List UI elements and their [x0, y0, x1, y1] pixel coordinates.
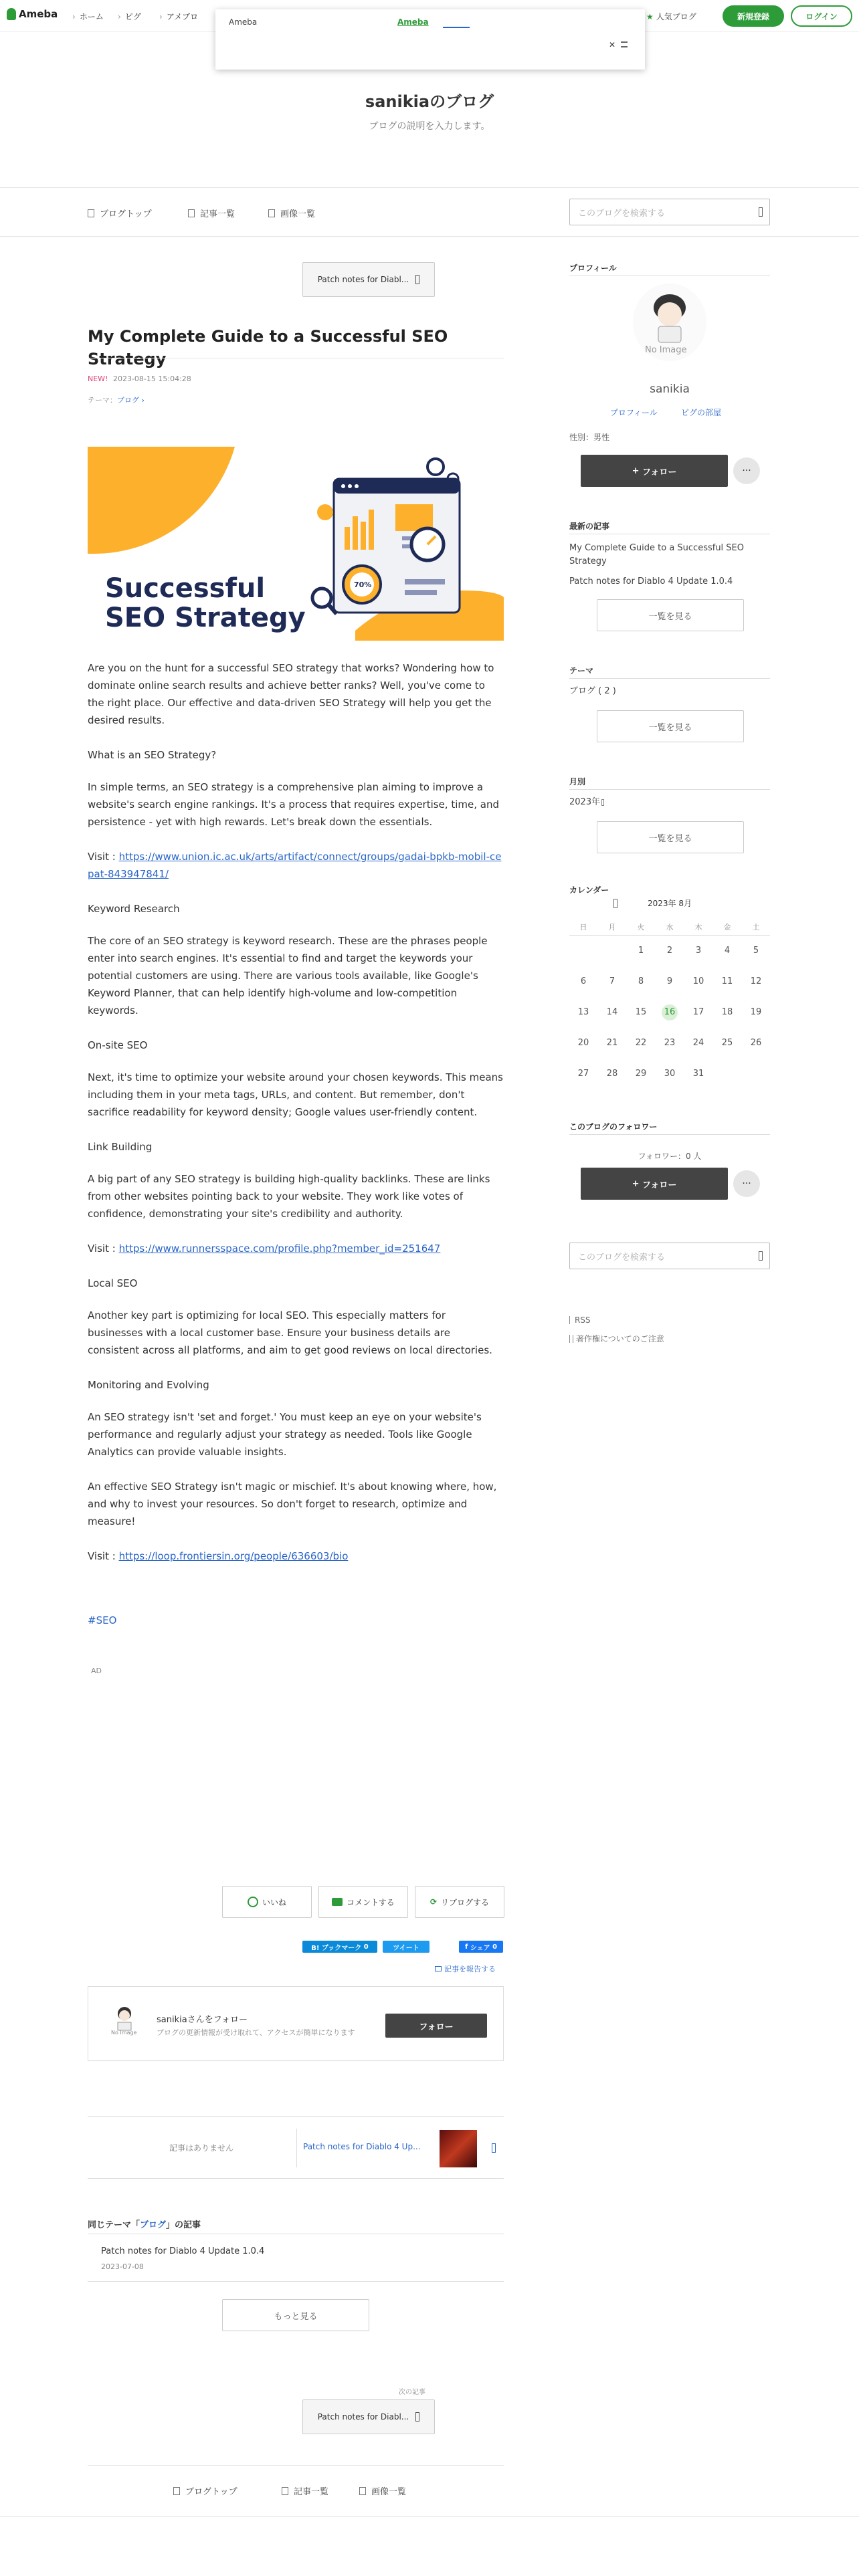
close-icon[interactable]: ✕ [609, 40, 616, 49]
profile-name[interactable]: sanikia [650, 383, 690, 396]
paragraph-what: In simple terms, an SEO strategy is a comprehensive plan aiming to improve a website's search engine rankings. It's a process that requires expertise, time, and persistence - yet with high rewards. Let's break down the essentials. [88, 781, 499, 828]
hero-text-line2: SEO Strategy [105, 603, 306, 633]
footer-nav-entry-list[interactable] [282, 2484, 328, 2497]
pager-next-thumbnail[interactable] [440, 2130, 477, 2167]
calendar-day: 31 [692, 1069, 704, 1079]
month-see-all-button[interactable]: 一覧を見る [597, 821, 744, 853]
visit-label: Visit : [88, 851, 119, 863]
calendar-day: 17 [692, 1007, 704, 1017]
hero-text-line1: Successful [105, 573, 266, 604]
calendar-day: 14 [606, 1007, 618, 1017]
like-button[interactable] [222, 1886, 312, 1918]
theme-see-all-button[interactable]: 一覧を見る [597, 710, 744, 742]
blog-nav-bar [0, 187, 859, 237]
same-theme-post: 」の記事 [166, 2220, 201, 2230]
signup-button[interactable]: 新規登録 [723, 5, 784, 27]
pig-room-link[interactable]: ピグの部屋 [681, 408, 722, 417]
paragraph-local: Another key part is optimizing for local SEO. This especially matters for businesses with a local customer base. Ensure your business details are consistent across all platforms, and aim to get good reviews on local directories. [88, 1309, 492, 1356]
theme-link[interactable]: ブログ [117, 396, 139, 405]
search-icon[interactable] [759, 1251, 763, 1261]
like-label: いいね [262, 1897, 286, 1907]
nav-image-list[interactable] [268, 207, 315, 219]
calendar-day: 30 [664, 1069, 676, 1079]
report-label: 記事を報告する [444, 1965, 496, 1973]
footer-nav-entry-list-label: 記事一覧 [294, 2487, 329, 2497]
sidebar-divider [569, 1134, 770, 1135]
smile-icon [248, 1897, 258, 1907]
dropdown-underline [443, 27, 470, 28]
image-list-icon [359, 2487, 366, 2495]
blog-top-icon [88, 209, 94, 217]
rss-link[interactable] [569, 1313, 591, 1327]
footer-nav-blog-top[interactable] [173, 2484, 237, 2497]
sidebar-divider [569, 789, 770, 790]
calendar-weekday: 日 [579, 923, 587, 932]
more-dots-icon: ··· [742, 465, 751, 476]
month-item-label: 2023年 [569, 797, 601, 807]
followers-more-options-button[interactable] [733, 1170, 760, 1197]
sidebar-search-input[interactable] [569, 1243, 770, 1269]
nav-entry-list[interactable] [188, 207, 235, 219]
visit-label: Visit : [88, 1243, 119, 1255]
hero-gauge-label: 70% [354, 580, 372, 589]
calendar-day: 20 [577, 1038, 589, 1048]
calendar-day: 4 [724, 946, 731, 956]
paragraph-onsite: Next, it's time to optimize your website around your chosen keywords. This means including them in your meta tags, URLs, and content. But remember, don't sacrifice readability for keyword density; Google values user-friendly content. [88, 1071, 503, 1118]
recent-entry-1[interactable]: My Complete Guide to a Successful SEO Strategy [569, 543, 745, 566]
sidebar-calendar-heading: カレンダー [569, 885, 609, 895]
plus-icon: + [632, 1178, 640, 1189]
report-entry-link[interactable] [435, 1963, 496, 1974]
entry-theme [88, 395, 145, 405]
dropdown-ameba-link[interactable]: Ameba [397, 17, 429, 27]
sidebar-follow-label: フォロー [642, 467, 677, 477]
comment-button[interactable] [318, 1886, 408, 1918]
calendar-day: 26 [750, 1038, 762, 1048]
tweet-button[interactable] [383, 1941, 430, 1953]
follow-box-button[interactable]: フォロー [385, 2014, 487, 2038]
document-icon [569, 1335, 573, 1343]
bookmark-count: 0 [363, 1943, 369, 1951]
header-dropdown-panel [215, 9, 645, 70]
calendar-weekday: 火 [637, 923, 645, 932]
paragraph-heading-what: What is an SEO Strategy? [88, 749, 217, 761]
calendar-weekday: 木 [694, 923, 702, 932]
calendar-day: 12 [750, 976, 762, 986]
link-union-artifact[interactable]: https://www.union.ic.ac.uk/arts/artifact/connect/groups/gadai-bpkb-mobil-cepat-843947841/ [88, 851, 502, 880]
calendar-day: 5 [753, 946, 759, 956]
chevron-right-icon[interactable] [492, 2143, 496, 2153]
blog-title[interactable]: sanikiaのブログ [365, 92, 494, 111]
follower-count: フォロワー：0 人 [638, 1152, 702, 1161]
paragraph-conclusion: An effective SEO Strategy isn't magic or mischief. It's about knowing where, how, and why to invest your resources. So don't forget to research, optimize and measure! [88, 1481, 497, 1527]
sidebar-profile-heading: プロフィール [569, 263, 617, 273]
calendar-weekday: 金 [723, 923, 731, 932]
entry-meta [88, 374, 191, 383]
nav-entry-list-label: 記事一覧 [200, 209, 235, 219]
entry-list-icon [282, 2487, 288, 2495]
ad-label: AD [91, 1667, 102, 1675]
ameba-logo-text: Ameba [19, 8, 58, 20]
calendar-day: 3 [695, 946, 702, 956]
reblog-label: リブログする [441, 1897, 490, 1907]
footer-nav-image-list-label: 画像一覧 [371, 2487, 407, 2497]
recent-entry-2[interactable]: Patch notes for Diablo 4 Update 1.0.4 [569, 576, 733, 586]
calendar-day: 24 [692, 1038, 704, 1048]
star-icon: ★ [646, 11, 654, 21]
pager-divider [296, 2129, 297, 2167]
rss-icon [569, 1316, 572, 1324]
footer-nav-blog-top-label: ブログトップ [185, 2487, 237, 2497]
search-icon[interactable] [759, 207, 763, 217]
login-button[interactable]: ログイン [791, 5, 852, 27]
calendar-day: 22 [635, 1038, 647, 1048]
topnav-pigg[interactable]: › ピグ [118, 11, 141, 22]
theme-item-blog[interactable]: ブログ ( 2 ) [569, 686, 616, 696]
month-item-2023[interactable] [569, 796, 604, 809]
rss-label: RSS [575, 1315, 591, 1325]
next-entry-button[interactable] [302, 2399, 435, 2434]
menu-icon[interactable] [621, 41, 628, 47]
calendar-weekday: 水 [666, 923, 674, 932]
copyright-label: 著作権についてのご注意 [576, 1334, 664, 1344]
follow-avatar [111, 2004, 138, 2036]
link-frontiers-loop[interactable]: https://loop.frontiersin.org/people/636603/bio [118, 1550, 349, 1562]
calendar-day: 29 [635, 1069, 647, 1079]
calendar-day: 11 [721, 976, 733, 986]
followers-follow-button[interactable] [581, 1168, 728, 1200]
nav-blog-top-label: ブログトップ [100, 209, 152, 219]
visit-label: Visit : [88, 1550, 119, 1562]
entry-date: 2023-08-15 15:04:28 [112, 374, 191, 383]
plus-icon: + [632, 465, 640, 476]
calendar-day: 9 [666, 976, 673, 986]
facebook-share-button[interactable] [459, 1941, 503, 1953]
follow-box-name: sanikiaさんをフォロー [157, 2015, 248, 2025]
same-theme-pre: 同じテーマ「 [88, 2220, 140, 2230]
sidebar-search-placeholder: このブログを検索する [578, 1253, 666, 1263]
sidebar-divider [569, 678, 770, 679]
next-entry-label: 次の記事 [399, 2389, 425, 2396]
calendar-day: 15 [635, 1007, 647, 1017]
paragraph-heading-link: Link Building [88, 1141, 153, 1153]
paragraph-heading-keyword: Keyword Research [88, 903, 180, 915]
ameba-logo[interactable] [7, 8, 58, 20]
paragraph-monitor: An SEO strategy isn't 'set and forget.' You must keep an eye on your website's performance and regularly adjust your strategy as needed. Tools like Google Analytics can provide valuable insights. [88, 1411, 482, 1458]
hatena-bookmark-button[interactable] [302, 1941, 377, 1953]
topnav-ameblo[interactable]: › アメブロ [159, 11, 198, 22]
prev-entry-button[interactable] [302, 262, 435, 297]
sidebar-theme-heading: テーマ [569, 666, 594, 675]
calendar-day: 27 [577, 1069, 589, 1079]
paragraph-keyword: The core of an SEO strategy is keyword research. These are the phrases people enter into search engines. It's essential to find and target the keywords your potential customers are using. There are various tools available, like Google's Keyword Planner, that can help identify high-volume and low-competition keywords. [88, 935, 488, 1016]
entry-list-icon [188, 209, 195, 217]
sidebar-follow-button[interactable] [581, 455, 728, 487]
next-entry-title: Patch notes for Diabl... [317, 2412, 409, 2422]
reblog-button[interactable] [415, 1886, 504, 1918]
comment-icon [332, 1898, 343, 1906]
chevron-right-icon [415, 275, 419, 284]
paragraph-visit3 [88, 1547, 504, 1565]
paragraph-heading-onsite: On-site SEO [88, 1039, 148, 1051]
blog-top-icon [173, 2487, 180, 2495]
fb-share-count: 0 [492, 1943, 498, 1951]
link-runnersspace[interactable]: https://www.runnersspace.com/profile.php?member_id=251647 [118, 1243, 441, 1255]
sidebar-followers-heading: このブログのフォロワー [569, 1122, 658, 1132]
fb-share-label: シェア [470, 1944, 490, 1952]
same-theme-link[interactable]: ブログ [140, 2220, 167, 2230]
entry-title[interactable]: My Complete Guide to a Successful SEO Strategy [88, 327, 448, 368]
comment-label: コメントする [347, 1897, 395, 1907]
bookmark-label: B! ブックマーク [311, 1944, 362, 1952]
flag-icon [435, 1966, 442, 1971]
ameba-logo-icon [7, 8, 16, 20]
blog-description: ブログの説明を入力します。 [369, 121, 490, 132]
pager-no-prev: 記事はありません [169, 2143, 234, 2153]
sidebar-recent-heading: 最新の記事 [569, 522, 610, 531]
calendar-day: 25 [721, 1038, 733, 1048]
same-theme-item-date: 2023-07-08 [101, 2262, 144, 2271]
calendar-day: 2 [666, 946, 673, 956]
copyright-notice-link[interactable] [569, 1332, 664, 1346]
calendar-weekday: 土 [752, 923, 760, 932]
pager-next-link[interactable]: Patch notes for Diablo 4 Up... [303, 2142, 421, 2151]
topnav-home[interactable]: › ホーム [72, 11, 104, 22]
calendar-day: 23 [664, 1038, 676, 1048]
calendar-day: 18 [721, 1007, 733, 1017]
search-placeholder: このブログを検索する [578, 209, 666, 219]
hashtag-seo[interactable]: #SEO [88, 1614, 117, 1626]
dropdown-label: Ameba [229, 17, 258, 27]
paragraph-link: A big part of any SEO strategy is building high-quality backlinks. These are links from other websites pointing back to your website. They work like votes of confidence, demonstrating your site's credibility and authority. [88, 1173, 490, 1220]
tweet-label: ツイート [393, 1944, 419, 1952]
same-theme-item-title: Patch notes for Diablo 4 Update 1.0.4 [101, 2246, 265, 2256]
chevron-right-icon [601, 799, 604, 806]
nav-blog-top[interactable] [88, 207, 152, 219]
see-more-button[interactable]: もっと見る [222, 2299, 369, 2331]
popular-blogs-link[interactable] [646, 11, 696, 22]
footer-nav-image-list[interactable] [359, 2484, 406, 2497]
paragraph-visit2 [88, 1240, 504, 1257]
footer-nav [88, 2465, 504, 2512]
calendar-day: 1 [638, 946, 644, 956]
calendar-day: 13 [577, 1007, 589, 1017]
entry-pager [88, 2116, 504, 2179]
paragraph-heading-local: Local SEO [88, 1277, 138, 1289]
calendar-day: 6 [580, 976, 587, 986]
image-list-icon [268, 209, 275, 217]
calendar-weekday: 月 [608, 923, 616, 932]
profile-link[interactable]: プロフィール [610, 408, 658, 417]
blog-search-input[interactable] [569, 199, 770, 225]
calendar-title: 2023年 8月 [648, 899, 692, 908]
popular-blogs-label: 人気ブログ [656, 12, 696, 21]
more-options-button[interactable] [733, 457, 760, 484]
calendar-day: 8 [638, 976, 644, 986]
calendar-day: 7 [609, 976, 615, 986]
theme-label: テーマ： [88, 396, 117, 405]
calendar-day: 21 [606, 1038, 618, 1048]
followers-follow-label: フォロー [642, 1180, 677, 1190]
chevron-right-icon [415, 2412, 419, 2422]
new-badge: NEW! [88, 374, 108, 383]
noimage-label: No Image [111, 2030, 137, 2036]
calendar-today: 16 [662, 1004, 678, 1021]
calendar-day: 19 [750, 1007, 762, 1017]
profile-gender: 性別：男性 [569, 433, 610, 442]
reblog-icon: ⟳ [430, 1897, 438, 1907]
chevron-right-icon: › [139, 396, 145, 405]
same-theme-item[interactable] [88, 2234, 504, 2282]
follow-box [88, 1986, 504, 2061]
more-dots-icon: ··· [742, 1178, 751, 1189]
prev-entry-label: Patch notes for Diabl... [317, 275, 409, 284]
calendar-divider [569, 935, 770, 936]
calendar-day: 28 [606, 1069, 618, 1079]
same-theme-heading [88, 2218, 201, 2230]
sidebar-month-heading: 月別 [569, 777, 586, 786]
paragraph-heading-monitor: Monitoring and Evolving [88, 1379, 209, 1391]
nav-image-list-label: 画像一覧 [280, 209, 316, 219]
paragraph-visit1 [88, 848, 504, 883]
facebook-icon: f [464, 1943, 468, 1951]
noimage-label: No Image [645, 345, 687, 355]
calendar-day: 10 [692, 976, 704, 986]
hero-image [88, 447, 504, 641]
follow-box-desc: ブログの更新情報が受け取れて、アクセスが簡単になります [157, 2028, 355, 2037]
paragraph-intro: Are you on the hunt for a successful SEO strategy that works? Wondering how to dominate online search results and achieve better ranks? Well, you've come to the right place. Our effective and data-driven SEO Strategy will help you get the desired results. [88, 662, 494, 726]
recent-see-all-button[interactable]: 一覧を見る [597, 599, 744, 631]
profile-avatar[interactable] [633, 284, 706, 361]
